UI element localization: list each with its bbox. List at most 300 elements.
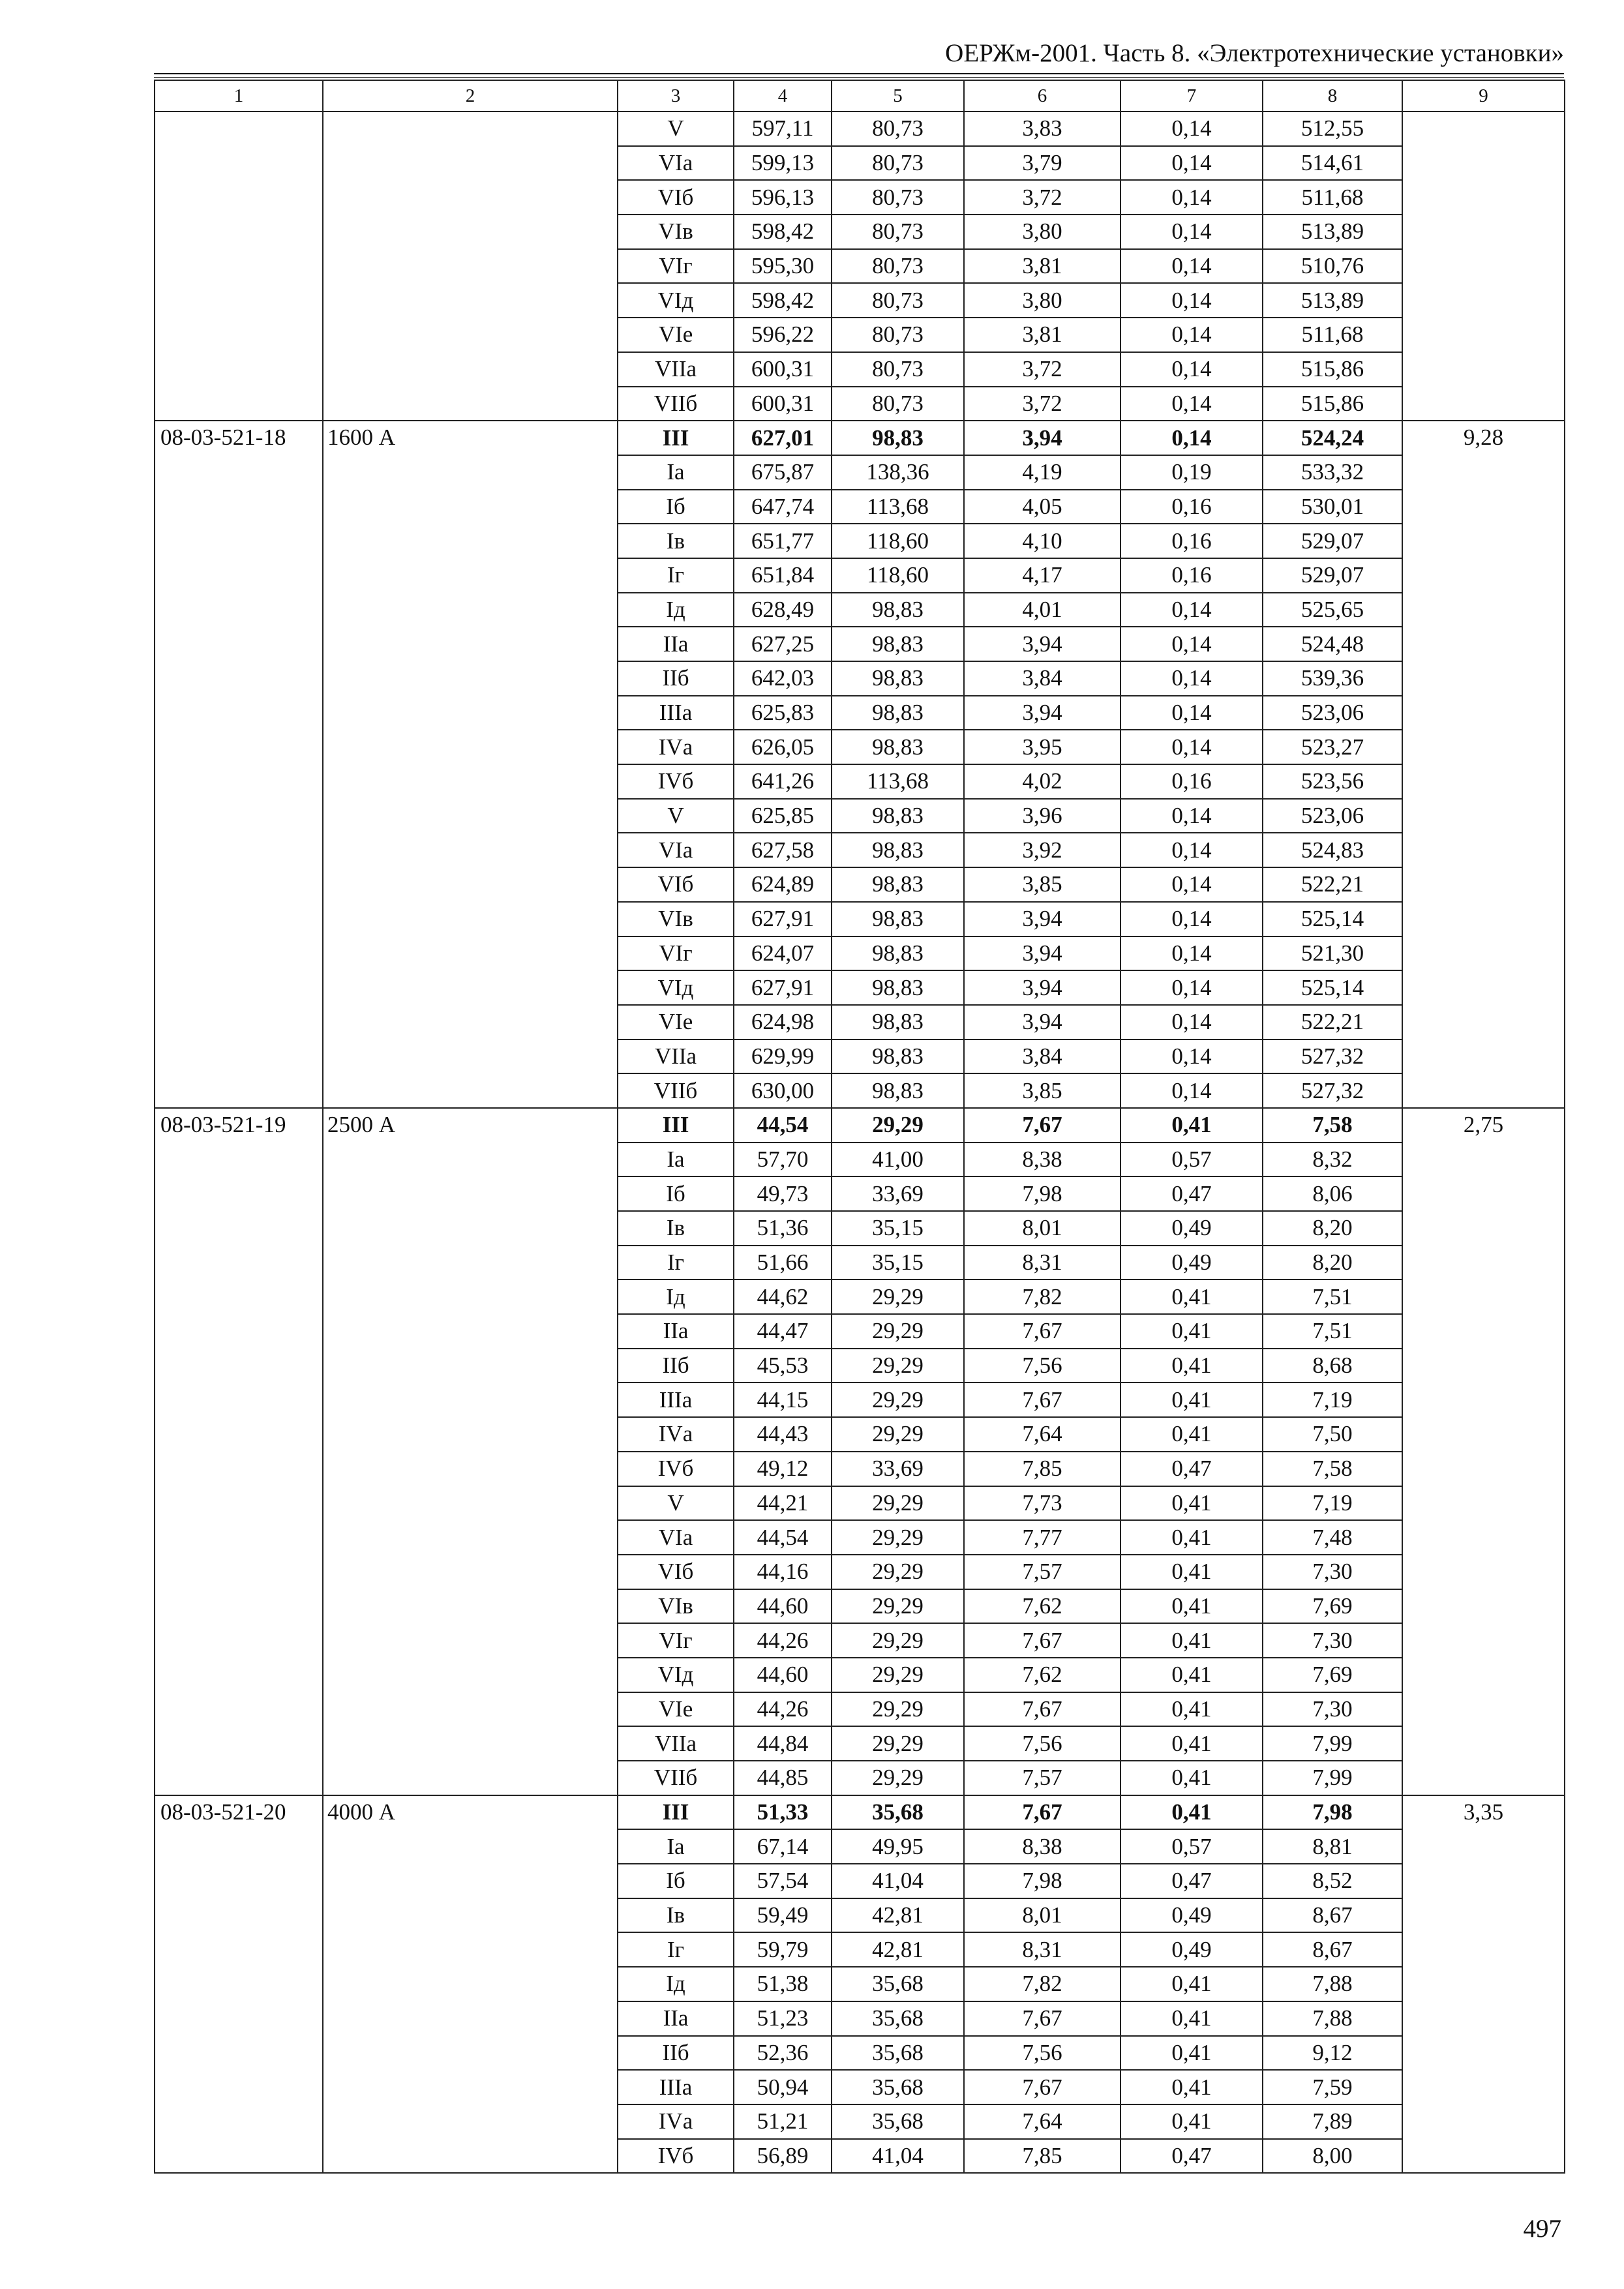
value-cell: 0,41 bbox=[1120, 1108, 1263, 1143]
value-cell: 138,36 bbox=[832, 455, 964, 490]
value-cell: 3,94 bbox=[964, 1005, 1120, 1040]
value-cell: 0,14 bbox=[1120, 1005, 1263, 1040]
value-cell: 0,14 bbox=[1120, 902, 1263, 936]
value-cell: 4,10 bbox=[964, 524, 1120, 558]
value-cell: 3,94 bbox=[964, 936, 1120, 971]
zone-cell: VIд bbox=[618, 970, 734, 1005]
value-cell: 0,14 bbox=[1120, 936, 1263, 971]
value-cell: 7,85 bbox=[964, 2139, 1120, 2174]
value-cell: 80,73 bbox=[832, 112, 964, 146]
value-cell: 0,14 bbox=[1120, 112, 1263, 146]
zone-cell: IVа bbox=[618, 730, 734, 764]
value-cell: 3,81 bbox=[964, 249, 1120, 284]
zone-cell: VIг bbox=[618, 249, 734, 284]
value-cell: 533,32 bbox=[1263, 455, 1402, 490]
value-cell: 7,58 bbox=[1263, 1452, 1402, 1486]
value-cell: 0,41 bbox=[1120, 1383, 1263, 1417]
value-cell: 44,21 bbox=[734, 1486, 832, 1521]
value-cell: 44,26 bbox=[734, 1692, 832, 1727]
value-cell: 41,04 bbox=[832, 1864, 964, 1898]
value-cell: 29,29 bbox=[832, 1520, 964, 1555]
value-cell: 7,50 bbox=[1263, 1417, 1402, 1452]
value-cell: 8,01 bbox=[964, 1898, 1120, 1933]
value-cell: 0,14 bbox=[1120, 696, 1263, 730]
value-cell: 29,29 bbox=[832, 1726, 964, 1761]
value-cell: 7,57 bbox=[964, 1761, 1120, 1795]
value-cell: 0,14 bbox=[1120, 215, 1263, 249]
value-cell: 599,13 bbox=[734, 146, 832, 181]
value-cell: 3,72 bbox=[964, 387, 1120, 421]
zone-cell: VIIб bbox=[618, 1761, 734, 1795]
value-cell: 118,60 bbox=[832, 524, 964, 558]
header-rule-thick bbox=[154, 73, 1564, 74]
column-header: 5 bbox=[832, 80, 964, 112]
value-cell: 51,36 bbox=[734, 1211, 832, 1246]
value-cell: 0,41 bbox=[1120, 2001, 1263, 2036]
rated-current-cell: 1600 А bbox=[323, 421, 618, 1108]
zone-cell: VIе bbox=[618, 1692, 734, 1727]
value-cell: 627,91 bbox=[734, 970, 832, 1005]
value-cell: 44,62 bbox=[734, 1279, 832, 1314]
value-cell: 0,16 bbox=[1120, 490, 1263, 524]
value-cell: 57,54 bbox=[734, 1864, 832, 1898]
page-number: 497 bbox=[1523, 2215, 1561, 2243]
value-cell: 7,89 bbox=[1263, 2104, 1402, 2139]
value-cell: 4,17 bbox=[964, 558, 1120, 593]
value-cell: 0,41 bbox=[1120, 1726, 1263, 1761]
value-cell: 49,95 bbox=[832, 1829, 964, 1864]
value-cell: 0,14 bbox=[1120, 730, 1263, 764]
value-cell: 7,56 bbox=[964, 2036, 1120, 2071]
rates-table bbox=[154, 80, 1565, 2174]
value-cell: 7,62 bbox=[964, 1658, 1120, 1692]
value-cell: 98,83 bbox=[832, 730, 964, 764]
value-cell: 515,86 bbox=[1263, 352, 1402, 387]
value-cell: 0,14 bbox=[1120, 249, 1263, 284]
table-row bbox=[155, 1795, 1565, 1830]
value-cell: 627,91 bbox=[734, 902, 832, 936]
value-cell: 8,01 bbox=[964, 1211, 1120, 1246]
zone-cell: IIIа bbox=[618, 696, 734, 730]
value-cell: 29,29 bbox=[832, 1486, 964, 1521]
value-cell: 4,19 bbox=[964, 455, 1120, 490]
rated-current-cell: 4000 А bbox=[323, 1795, 618, 2174]
value-cell: 29,29 bbox=[832, 1555, 964, 1589]
column-header: 6 bbox=[964, 80, 1120, 112]
value-cell: 647,74 bbox=[734, 490, 832, 524]
zone-cell: IIа bbox=[618, 1314, 734, 1349]
value-cell: 29,29 bbox=[832, 1761, 964, 1795]
value-cell: 49,12 bbox=[734, 1452, 832, 1486]
value-cell: 3,94 bbox=[964, 970, 1120, 1005]
value-cell: 4,02 bbox=[964, 764, 1120, 799]
zone-cell: Iг bbox=[618, 558, 734, 593]
value-cell: 0,47 bbox=[1120, 2139, 1263, 2174]
zone-cell: IIа bbox=[618, 627, 734, 661]
value-cell: 0,16 bbox=[1120, 764, 1263, 799]
table-row bbox=[155, 421, 1565, 455]
value-cell: 44,16 bbox=[734, 1555, 832, 1589]
value-cell: 628,49 bbox=[734, 593, 832, 627]
value-cell: 51,21 bbox=[734, 2104, 832, 2139]
value-cell: 4,01 bbox=[964, 593, 1120, 627]
value-cell: 0,14 bbox=[1120, 146, 1263, 181]
value-cell: 8,67 bbox=[1263, 1898, 1402, 1933]
value-cell: 51,23 bbox=[734, 2001, 832, 2036]
value-cell: 98,83 bbox=[832, 661, 964, 696]
value-cell: 33,69 bbox=[832, 1176, 964, 1211]
value-cell: 56,89 bbox=[734, 2139, 832, 2174]
rate-code-cell: 08-03-521-19 bbox=[155, 1108, 323, 1795]
value-cell: 3,85 bbox=[964, 1073, 1120, 1108]
value-cell: 0,57 bbox=[1120, 1143, 1263, 1177]
value-cell: 7,88 bbox=[1263, 2001, 1402, 2036]
rate-code-cell bbox=[155, 112, 323, 421]
value-cell: 35,15 bbox=[832, 1211, 964, 1246]
value-cell: 3,92 bbox=[964, 833, 1120, 867]
value-cell: 527,32 bbox=[1263, 1073, 1402, 1108]
zone-cell: VIв bbox=[618, 1589, 734, 1624]
value-cell: 524,48 bbox=[1263, 627, 1402, 661]
zone-cell: VIа bbox=[618, 833, 734, 867]
value-cell: 0,41 bbox=[1120, 1761, 1263, 1795]
zone-cell: Iг bbox=[618, 1246, 734, 1280]
value-cell: 29,29 bbox=[832, 1692, 964, 1727]
value-cell: 0,14 bbox=[1120, 593, 1263, 627]
value-cell: 9,12 bbox=[1263, 2036, 1402, 2071]
value-cell: 0,47 bbox=[1120, 1864, 1263, 1898]
zone-cell: Iг bbox=[618, 1932, 734, 1967]
value-cell: 80,73 bbox=[832, 318, 964, 352]
value-cell: 51,66 bbox=[734, 1246, 832, 1280]
value-cell: 7,30 bbox=[1263, 1623, 1402, 1658]
column-9-value-cell: 3,35 bbox=[1402, 1795, 1565, 2174]
value-cell: 0,14 bbox=[1120, 352, 1263, 387]
value-cell: 33,69 bbox=[832, 1452, 964, 1486]
value-cell: 29,29 bbox=[832, 1589, 964, 1624]
value-cell: 513,89 bbox=[1263, 215, 1402, 249]
value-cell: 80,73 bbox=[832, 283, 964, 318]
zone-cell: IIб bbox=[618, 1349, 734, 1383]
rated-current-cell: 2500 А bbox=[323, 1108, 618, 1795]
zone-cell: Iд bbox=[618, 593, 734, 627]
value-cell: 8,06 bbox=[1263, 1176, 1402, 1211]
value-cell: 525,65 bbox=[1263, 593, 1402, 627]
value-cell: 0,47 bbox=[1120, 1176, 1263, 1211]
value-cell: 29,29 bbox=[832, 1417, 964, 1452]
zone-cell: Iд bbox=[618, 1967, 734, 2001]
value-cell: 0,41 bbox=[1120, 2104, 1263, 2139]
value-cell: 0,41 bbox=[1120, 2070, 1263, 2104]
value-cell: 7,57 bbox=[964, 1555, 1120, 1589]
zone-cell: VIе bbox=[618, 1005, 734, 1040]
value-cell: 80,73 bbox=[832, 249, 964, 284]
column-header: 9 bbox=[1402, 80, 1565, 112]
zone-cell: VIа bbox=[618, 1520, 734, 1555]
value-cell: 3,96 bbox=[964, 799, 1120, 833]
value-cell: 52,36 bbox=[734, 2036, 832, 2071]
value-cell: 80,73 bbox=[832, 215, 964, 249]
value-cell: 7,19 bbox=[1263, 1383, 1402, 1417]
rate-code-cell: 08-03-521-18 bbox=[155, 421, 323, 1108]
value-cell: 3,81 bbox=[964, 318, 1120, 352]
value-cell: 596,13 bbox=[734, 180, 832, 215]
table-body bbox=[155, 112, 1565, 2173]
value-cell: 8,32 bbox=[1263, 1143, 1402, 1177]
value-cell: 3,83 bbox=[964, 112, 1120, 146]
zone-cell: IVб bbox=[618, 2139, 734, 2174]
value-cell: 627,25 bbox=[734, 627, 832, 661]
value-cell: 7,69 bbox=[1263, 1589, 1402, 1624]
zone-cell: IVа bbox=[618, 1417, 734, 1452]
value-cell: 0,14 bbox=[1120, 661, 1263, 696]
zone-cell: VIб bbox=[618, 867, 734, 902]
value-cell: 0,49 bbox=[1120, 1898, 1263, 1933]
value-cell: 98,83 bbox=[832, 696, 964, 730]
value-cell: 35,68 bbox=[832, 2036, 964, 2071]
value-cell: 7,51 bbox=[1263, 1314, 1402, 1349]
value-cell: 7,85 bbox=[964, 1452, 1120, 1486]
value-cell: 44,15 bbox=[734, 1383, 832, 1417]
value-cell: 0,49 bbox=[1120, 1246, 1263, 1280]
value-cell: 7,19 bbox=[1263, 1486, 1402, 1521]
value-cell: 525,14 bbox=[1263, 902, 1402, 936]
value-cell: 8,31 bbox=[964, 1932, 1120, 1967]
zone-cell: VIд bbox=[618, 1658, 734, 1692]
rate-code-cell: 08-03-521-20 bbox=[155, 1795, 323, 2174]
value-cell: 3,80 bbox=[964, 283, 1120, 318]
value-cell: 7,51 bbox=[1263, 1279, 1402, 1314]
zone-cell: IIIа bbox=[618, 1383, 734, 1417]
value-cell: 7,98 bbox=[964, 1864, 1120, 1898]
value-cell: 0,41 bbox=[1120, 1589, 1263, 1624]
value-cell: 527,32 bbox=[1263, 1040, 1402, 1074]
value-cell: 7,30 bbox=[1263, 1692, 1402, 1727]
value-cell: 3,85 bbox=[964, 867, 1120, 902]
value-cell: 523,06 bbox=[1263, 696, 1402, 730]
value-cell: 0,41 bbox=[1120, 1555, 1263, 1589]
zone-cell: III bbox=[618, 421, 734, 455]
value-cell: 7,67 bbox=[964, 1692, 1120, 1727]
value-cell: 7,73 bbox=[964, 1486, 1120, 1521]
value-cell: 3,94 bbox=[964, 902, 1120, 936]
zone-cell: VIб bbox=[618, 180, 734, 215]
value-cell: 626,05 bbox=[734, 730, 832, 764]
value-cell: 35,68 bbox=[832, 2070, 964, 2104]
value-cell: 627,01 bbox=[734, 421, 832, 455]
value-cell: 67,14 bbox=[734, 1829, 832, 1864]
value-cell: 651,84 bbox=[734, 558, 832, 593]
zone-cell: III bbox=[618, 1795, 734, 1830]
value-cell: 0,14 bbox=[1120, 180, 1263, 215]
value-cell: 44,60 bbox=[734, 1589, 832, 1624]
value-cell: 523,27 bbox=[1263, 730, 1402, 764]
value-cell: 3,94 bbox=[964, 421, 1120, 455]
value-cell: 0,41 bbox=[1120, 1486, 1263, 1521]
zone-cell: IVа bbox=[618, 2104, 734, 2139]
value-cell: 44,43 bbox=[734, 1417, 832, 1452]
table-row bbox=[155, 1108, 1565, 1143]
value-cell: 3,72 bbox=[964, 352, 1120, 387]
value-cell: 0,41 bbox=[1120, 1279, 1263, 1314]
column-header: 1 bbox=[155, 80, 323, 112]
value-cell: 98,83 bbox=[832, 421, 964, 455]
value-cell: 7,98 bbox=[964, 1176, 1120, 1211]
value-cell: 0,14 bbox=[1120, 627, 1263, 661]
value-cell: 59,79 bbox=[734, 1932, 832, 1967]
value-cell: 98,83 bbox=[832, 799, 964, 833]
value-cell: 3,94 bbox=[964, 696, 1120, 730]
value-cell: 29,29 bbox=[832, 1279, 964, 1314]
column-9-value-cell bbox=[1402, 112, 1565, 421]
value-cell: 44,85 bbox=[734, 1761, 832, 1795]
value-cell: 0,14 bbox=[1120, 421, 1263, 455]
value-cell: 524,83 bbox=[1263, 833, 1402, 867]
value-cell: 525,14 bbox=[1263, 970, 1402, 1005]
value-cell: 42,81 bbox=[832, 1932, 964, 1967]
zone-cell: VIIа bbox=[618, 1040, 734, 1074]
zone-cell: Iв bbox=[618, 1211, 734, 1246]
value-cell: 44,60 bbox=[734, 1658, 832, 1692]
value-cell: 7,77 bbox=[964, 1520, 1120, 1555]
value-cell: 59,49 bbox=[734, 1898, 832, 1933]
column-9-value-cell: 2,75 bbox=[1402, 1108, 1565, 1795]
value-cell: 0,41 bbox=[1120, 2036, 1263, 2071]
value-cell: 35,68 bbox=[832, 2104, 964, 2139]
value-cell: 98,83 bbox=[832, 1005, 964, 1040]
value-cell: 80,73 bbox=[832, 180, 964, 215]
value-cell: 8,81 bbox=[1263, 1829, 1402, 1864]
value-cell: 45,53 bbox=[734, 1349, 832, 1383]
column-header: 8 bbox=[1263, 80, 1402, 112]
value-cell: 44,54 bbox=[734, 1108, 832, 1143]
value-cell: 521,30 bbox=[1263, 936, 1402, 971]
value-cell: 523,56 bbox=[1263, 764, 1402, 799]
value-cell: 57,70 bbox=[734, 1143, 832, 1177]
table-header bbox=[155, 80, 1565, 112]
zone-cell: VIIб bbox=[618, 387, 734, 421]
value-cell: 35,68 bbox=[832, 1795, 964, 1830]
column-header: 3 bbox=[618, 80, 734, 112]
value-cell: 0,49 bbox=[1120, 1932, 1263, 1967]
value-cell: 51,33 bbox=[734, 1795, 832, 1830]
value-cell: 512,55 bbox=[1263, 112, 1402, 146]
column-header: 7 bbox=[1120, 80, 1263, 112]
value-cell: 29,29 bbox=[832, 1349, 964, 1383]
zone-cell: IIб bbox=[618, 2036, 734, 2071]
value-cell: 513,89 bbox=[1263, 283, 1402, 318]
value-cell: 44,84 bbox=[734, 1726, 832, 1761]
value-cell: 7,48 bbox=[1263, 1520, 1402, 1555]
value-cell: 7,82 bbox=[964, 1279, 1120, 1314]
value-cell: 629,99 bbox=[734, 1040, 832, 1074]
value-cell: 29,29 bbox=[832, 1314, 964, 1349]
page-header-title: ОЕРЖм-2001. Часть 8. «Электротехнические установки» bbox=[945, 39, 1564, 67]
value-cell: 8,38 bbox=[964, 1143, 1120, 1177]
value-cell: 630,00 bbox=[734, 1073, 832, 1108]
value-cell: 44,47 bbox=[734, 1314, 832, 1349]
value-cell: 3,84 bbox=[964, 661, 1120, 696]
value-cell: 7,30 bbox=[1263, 1555, 1402, 1589]
zone-cell: VIг bbox=[618, 936, 734, 971]
zone-cell: VIг bbox=[618, 1623, 734, 1658]
value-cell: 598,42 bbox=[734, 215, 832, 249]
value-cell: 44,26 bbox=[734, 1623, 832, 1658]
column-header: 2 bbox=[323, 80, 618, 112]
value-cell: 7,99 bbox=[1263, 1726, 1402, 1761]
value-cell: 35,68 bbox=[832, 1967, 964, 2001]
column-9-value-cell: 9,28 bbox=[1402, 421, 1565, 1108]
zone-cell: Iд bbox=[618, 1279, 734, 1314]
value-cell: 7,67 bbox=[964, 1795, 1120, 1830]
value-cell: 0,41 bbox=[1120, 1520, 1263, 1555]
value-cell: 600,31 bbox=[734, 387, 832, 421]
value-cell: 0,19 bbox=[1120, 455, 1263, 490]
value-cell: 7,99 bbox=[1263, 1761, 1402, 1795]
value-cell: 511,68 bbox=[1263, 180, 1402, 215]
value-cell: 3,79 bbox=[964, 146, 1120, 181]
value-cell: 600,31 bbox=[734, 352, 832, 387]
zone-cell: VIб bbox=[618, 1555, 734, 1589]
value-cell: 8,20 bbox=[1263, 1246, 1402, 1280]
value-cell: 29,29 bbox=[832, 1658, 964, 1692]
zone-cell: Iб bbox=[618, 1864, 734, 1898]
zone-cell: VIе bbox=[618, 318, 734, 352]
value-cell: 8,20 bbox=[1263, 1211, 1402, 1246]
value-cell: 98,83 bbox=[832, 627, 964, 661]
zone-cell: Iв bbox=[618, 524, 734, 558]
value-cell: 7,56 bbox=[964, 1349, 1120, 1383]
value-cell: 98,83 bbox=[832, 593, 964, 627]
zone-cell: V bbox=[618, 1486, 734, 1521]
value-cell: 0,14 bbox=[1120, 970, 1263, 1005]
value-cell: 0,41 bbox=[1120, 1658, 1263, 1692]
value-cell: 0,14 bbox=[1120, 1040, 1263, 1074]
value-cell: 98,83 bbox=[832, 867, 964, 902]
value-cell: 3,95 bbox=[964, 730, 1120, 764]
value-cell: 41,04 bbox=[832, 2139, 964, 2174]
value-cell: 8,00 bbox=[1263, 2139, 1402, 2174]
value-cell: 80,73 bbox=[832, 387, 964, 421]
value-cell: 523,06 bbox=[1263, 799, 1402, 833]
value-cell: 7,67 bbox=[964, 2001, 1120, 2036]
value-cell: 529,07 bbox=[1263, 558, 1402, 593]
value-cell: 0,47 bbox=[1120, 1452, 1263, 1486]
value-cell: 51,38 bbox=[734, 1967, 832, 2001]
zone-cell: VIв bbox=[618, 902, 734, 936]
value-cell: 530,01 bbox=[1263, 490, 1402, 524]
value-cell: 7,67 bbox=[964, 1383, 1120, 1417]
zone-cell: Iб bbox=[618, 1176, 734, 1211]
rated-current-cell bbox=[323, 112, 618, 421]
value-cell: 29,29 bbox=[832, 1623, 964, 1658]
value-cell: 0,41 bbox=[1120, 1349, 1263, 1383]
value-cell: 35,15 bbox=[832, 1246, 964, 1280]
value-cell: 0,41 bbox=[1120, 1314, 1263, 1349]
value-cell: 8,52 bbox=[1263, 1864, 1402, 1898]
value-cell: 624,07 bbox=[734, 936, 832, 971]
value-cell: 0,41 bbox=[1120, 1795, 1263, 1830]
zone-cell: IVб bbox=[618, 764, 734, 799]
value-cell: 597,11 bbox=[734, 112, 832, 146]
header-rule-thin bbox=[154, 77, 1564, 78]
value-cell: 0,16 bbox=[1120, 524, 1263, 558]
value-cell: 3,72 bbox=[964, 180, 1120, 215]
value-cell: 3,94 bbox=[964, 627, 1120, 661]
value-cell: 0,41 bbox=[1120, 1967, 1263, 2001]
value-cell: 0,57 bbox=[1120, 1829, 1263, 1864]
value-cell: 0,14 bbox=[1120, 318, 1263, 352]
